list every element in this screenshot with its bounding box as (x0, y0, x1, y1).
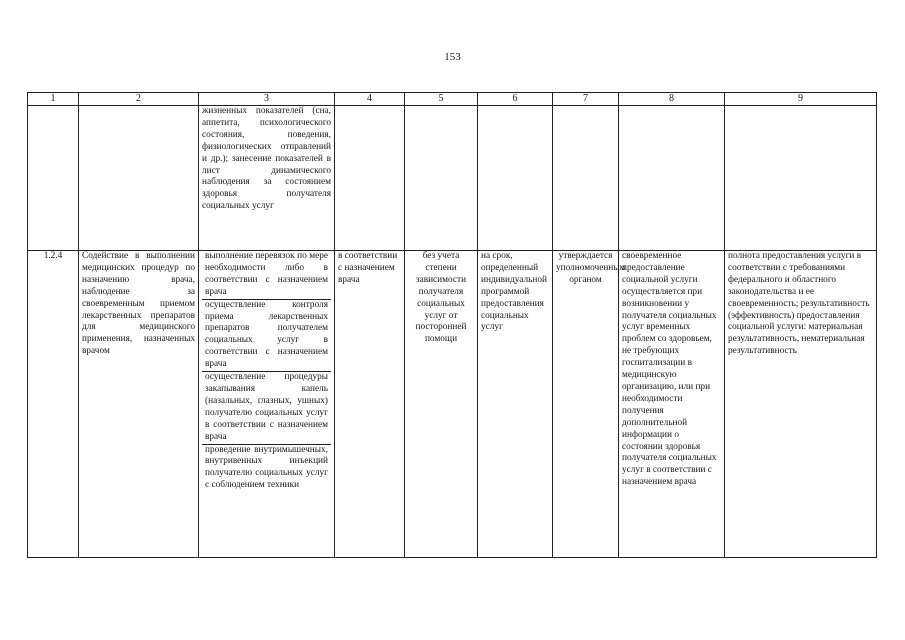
empty-cell (619, 106, 725, 251)
column-header: 8 (619, 93, 725, 106)
empty-cell (405, 106, 478, 251)
table-row-1-2-4 (28, 251, 877, 558)
service-pricing: без учета степени зависимости получателя социальных услуг от посторонней помощи (405, 251, 478, 558)
column-header: 5 (405, 93, 478, 106)
column-header: 3 (199, 93, 335, 106)
procedure-item: осуществление процедуры закапывания капель (назальных, глазных, ушных) получателю социальных услуг в соответствии с назначением врача (202, 372, 331, 444)
procedure-item: проведение внутримышечных, внутривенных инъекций получателю социальных услуг с соблюдением техники (205, 444, 328, 491)
column-header: 1 (28, 93, 79, 106)
column-header: 7 (553, 93, 619, 106)
continued-procedure-text: жизненных показателей (сна, аппетита, психологического состояния, поведения, физиологических отправлений и др.); занесение показателей в лист динамического наблюдения за состоянием здоровья получателя социальных услуг (199, 106, 335, 251)
empty-cell (28, 106, 79, 251)
empty-cell (553, 106, 619, 251)
empty-cell (478, 106, 553, 251)
column-header: 4 (335, 93, 405, 106)
empty-cell (725, 106, 877, 251)
services-table (27, 92, 877, 558)
procedure-item: осуществление контроля приема лекарственных препаратов получателем социальных услуг в соответствии с назначением врача (202, 300, 331, 372)
service-volume: в соответствии с назначением врача (335, 251, 405, 558)
column-header: 6 (478, 93, 553, 106)
empty-cell (79, 106, 199, 251)
service-term: на срок, определенный индивидуальной программой предоставления социальных услуг (478, 251, 553, 558)
item-number: 1.2.4 (28, 251, 79, 558)
table-row-continued (28, 106, 877, 251)
column-number-row (28, 93, 877, 106)
approval-note: утверждается уполномоченным органом (553, 251, 619, 558)
procedure-item: выполнение перевязок по мере необходимости либо в соответствии с назначением врача (202, 251, 331, 300)
quality-indicators: полнота предоставления услуги в соответствии с требованиями федерального и областного законодательства и ее своевременность; результативность (эффективность) предоставления социальной услуги: материальная результативность, нематериальная результативность (725, 251, 877, 558)
service-conditions: своевременное предоставление социальной услуги осуществляется при возникновении у получателя социальных услуг временных проблем со здоровьем, не требующих госпитализации в медицинскую организацию, или при необходимости получения дополнительной информации о состоянии здоровья получателя социальных услуг в соответствии с назначением врача (619, 251, 725, 558)
column-header: 2 (79, 93, 199, 106)
column-header: 9 (725, 93, 877, 106)
service-name: Содействие в выполнении медицинских процедур по назначению врача, наблюдение за своевременным приемом лекарственных препаратов для медицинского применения, назначенных врачом (79, 251, 199, 558)
empty-cell (335, 106, 405, 251)
service-content-list (199, 251, 335, 558)
page-number: 153 (444, 51, 461, 63)
